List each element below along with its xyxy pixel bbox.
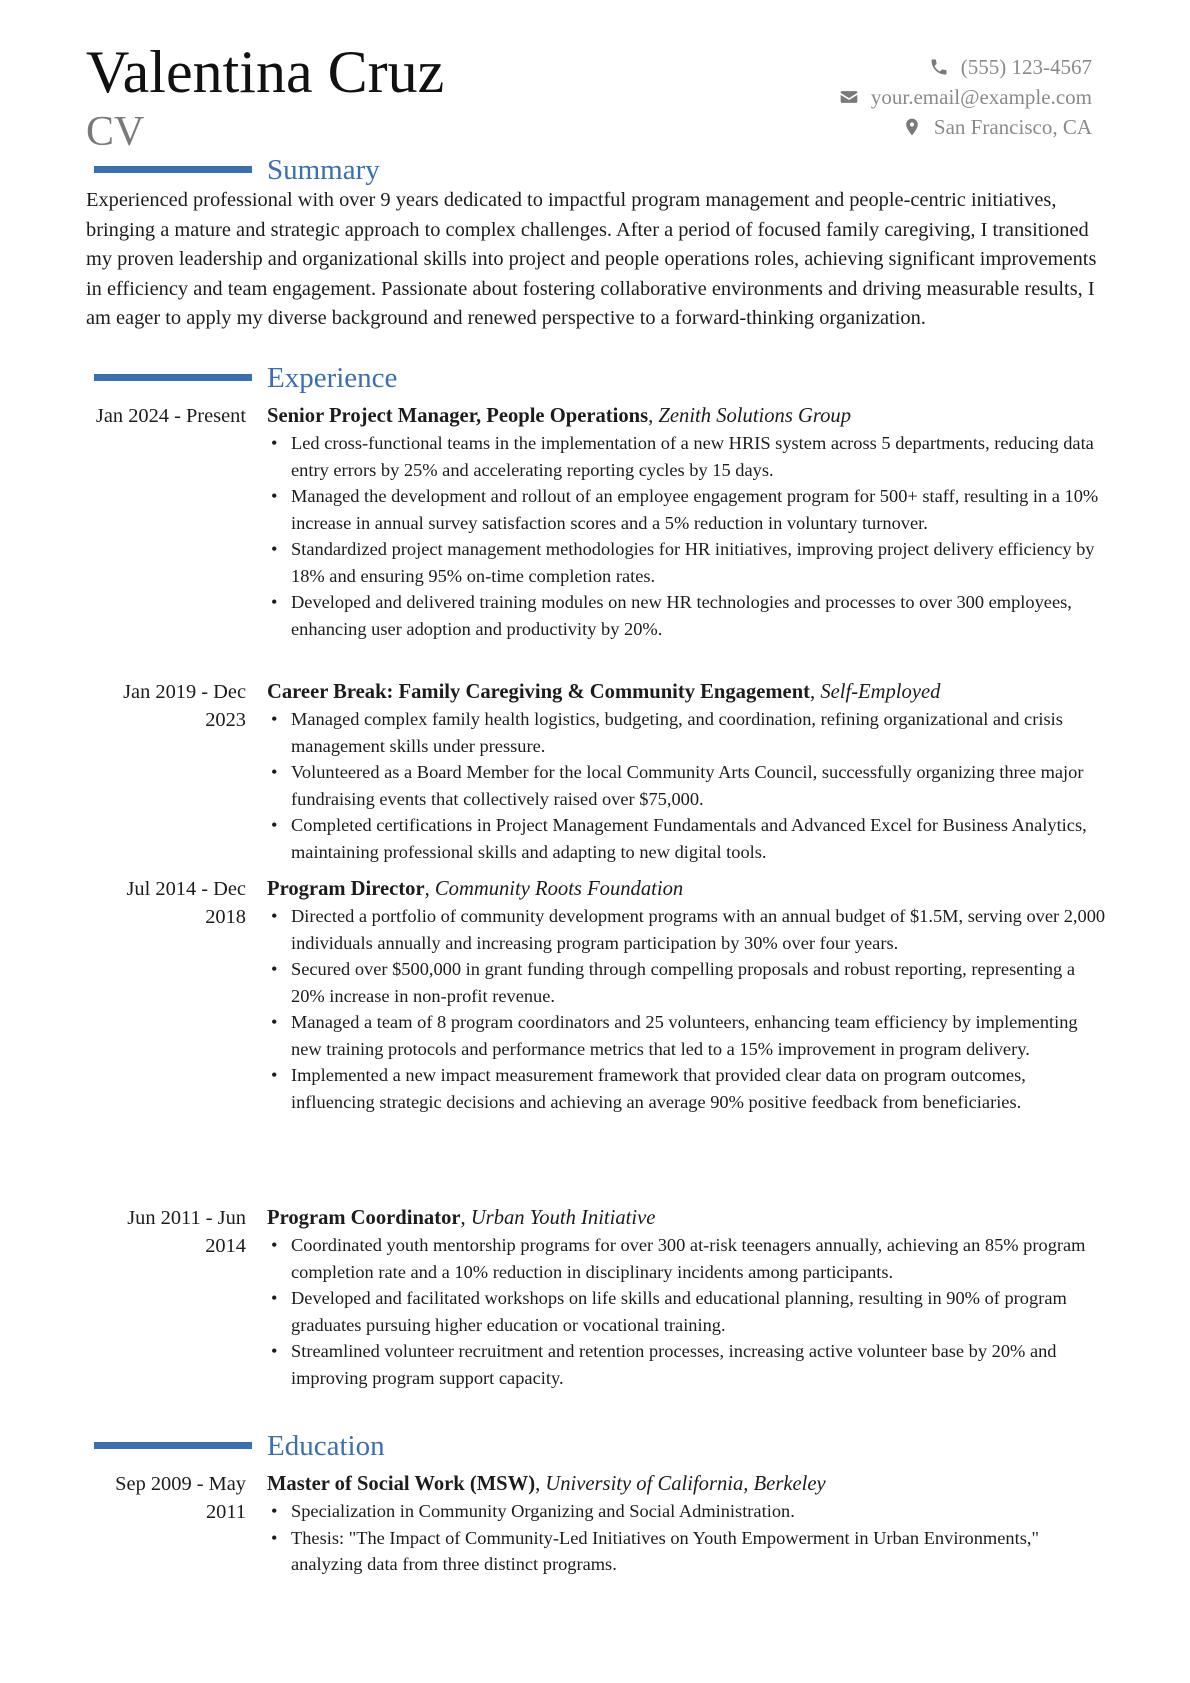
section-experience-heading [86, 358, 1096, 398]
bullet-item: • Standardized project management methodologies for HR initiatives, improving project delivery efficiency by 18% and ensuring 95% on-time completion rates. [267, 536, 1110, 589]
entry-organization: Urban Youth Initiative [470, 1207, 656, 1229]
entry-organization: Zenith Solutions Group [658, 405, 852, 427]
entry-institution: University of California, Berkeley [545, 1473, 826, 1495]
entry-date: Jul 2014 - Dec 2018 [126, 878, 246, 928]
entry-organization: Self-Employed [820, 681, 941, 703]
entry-degree: Master of Social Work (MSW) [267, 1473, 536, 1495]
entry-date: Jan 2024 - Present [95, 405, 246, 427]
entry-body [267, 1470, 1110, 1578]
entry-date: Sep 2009 - May 2011 [115, 1473, 246, 1523]
bullet-item: • Directed a portfolio of community development programs with an annual budget of $1.5M, serving over 2,000 individuals annually and increasing program participation by 30% over four years. [267, 903, 1110, 956]
entry-body [267, 402, 1110, 642]
summary-text: Experienced professional with over 9 years dedicated to impactful program management and people-centric initiatives, bringing a mature and strategic approach to complex challenges. After a period of focused family caregiving, I transitioned my proven leadership and organizational skills into project and people operations roles, achieving significant improvements in efficiency and team engagement. Passionate about fostering collaborative environments and driving measurable results, I am eager to apply my diverse background and renewed perspective to a forward-thinking organization. [86, 189, 1097, 329]
entry-role: Program Director [267, 878, 425, 900]
entry-bullets [267, 1232, 1110, 1391]
bullet-item: • Specialization in Community Organizing and Social Administration. [267, 1498, 1110, 1525]
section-title: Summary [267, 154, 380, 186]
contact-location [672, 112, 1092, 142]
envelope-icon [839, 87, 859, 107]
bullet-item: • Managed the development and rollout of an employee engagement program for 500+ staff, resulting in a 10% increase in annual survey satisfaction scores and a 5% reduction in voluntary turnover. [267, 483, 1110, 536]
bullet-item: • Developed and facilitated workshops on life skills and educational planning, resulting in 90% of program graduates pursuing higher education or vocational training. [267, 1285, 1110, 1338]
entry-date: Jun 2011 - Jun 2014 [127, 1207, 246, 1257]
section-summary-heading [86, 150, 1096, 190]
document-subtitle: CV [86, 109, 145, 155]
bullet-item: • Led cross-functional teams in the implementation of a new HRIS system across 5 departments, reducing data entry errors by 25% and accelerating reporting cycles by 15 days. [267, 430, 1110, 483]
section-accent-bar [94, 166, 252, 173]
entry-bullets [267, 706, 1110, 865]
bullet-item: • Managed a team of 8 program coordinators and 25 volunteers, enhancing team efficiency by implementing new training protocols and performance metrics that led to a 15% improvement in program delivery. [267, 1009, 1110, 1062]
bullet-item: • Developed and delivered training modules on new HR technologies and processes to over 300 employees, enhancing user adoption and productivity by 20%. [267, 589, 1110, 642]
entry-organization: Community Roots Foundation [434, 878, 684, 900]
bullet-item: • Streamlined volunteer recruitment and retention processes, increasing active volunteer base by 20% and improving program support capacity. [267, 1338, 1110, 1391]
entry-date: Jan 2019 - Dec 2023 [123, 681, 246, 731]
entry-heading: Master of Social Work (MSW), University of California, Berkeley [267, 1473, 826, 1495]
bullet-item: • Implemented a new impact measurement framework that provided clear data on program outcomes, influencing strategic decisions and achieving an average 90% positive feedback from beneficiaries. [267, 1062, 1110, 1115]
email-text[interactable]: your.email@example.com [870, 85, 1092, 109]
section-title: Experience [267, 362, 398, 394]
location-text: San Francisco, CA [933, 115, 1092, 139]
location-pin-icon [902, 117, 922, 137]
phone-icon [929, 57, 949, 77]
bullet-item: • Coordinated youth mentorship programs for over 300 at-risk teenagers annually, achieving an 85% program completion rate and a 10% reduction in disciplinary incidents among participants. [267, 1232, 1110, 1285]
contact-email [672, 82, 1092, 112]
section-accent-bar [94, 1442, 252, 1449]
entry-role: Senior Project Manager, People Operations [267, 405, 649, 427]
entry-body [267, 678, 1110, 865]
bullet-item: • Volunteered as a Board Member for the local Community Arts Council, successfully organizing three major fundraising events that collectively raised over $75,000. [267, 759, 1110, 812]
phone-text[interactable]: (555) 123-4567 [960, 55, 1092, 79]
entry-body [267, 1204, 1110, 1391]
entry-heading: Career Break: Family Caregiving & Community Engagement, Self-Employed [267, 681, 941, 703]
bullet-item: • Secured over $500,000 in grant funding through compelling proposals and robust reporting, representing a 20% increase in non-profit revenue. [267, 956, 1110, 1009]
entry-role: Program Coordinator [267, 1207, 461, 1229]
entry-bullets [267, 430, 1110, 642]
bullet-item: • Thesis: "The Impact of Community-Led Initiatives on Youth Empowerment in Urban Environments," analyzing data from three distinct programs. [267, 1525, 1110, 1578]
bullet-item: • Managed complex family health logistics, budgeting, and coordination, refining organizational and crisis management skills under pressure. [267, 706, 1110, 759]
entry-heading: Senior Project Manager, People Operations, Zenith Solutions Group [267, 405, 852, 427]
contact-phone [672, 52, 1092, 82]
contact-block [672, 52, 1092, 142]
bullet-item: • Completed certifications in Project Management Fundamentals and Advanced Excel for Business Analytics, maintaining professional skills and adapting to new digital tools. [267, 812, 1110, 865]
section-accent-bar [94, 374, 252, 381]
entry-heading: Program Coordinator, Urban Youth Initiative [267, 1207, 656, 1229]
section-education-heading [86, 1426, 1096, 1466]
entry-role: Career Break: Family Caregiving & Community Engagement [267, 681, 811, 703]
entry-heading: Program Director, Community Roots Foundation [267, 878, 684, 900]
candidate-name: Valentina Cruz [86, 39, 445, 105]
entry-bullets [267, 903, 1110, 1115]
entry-body [267, 875, 1110, 1115]
entry-bullets [267, 1498, 1110, 1578]
section-title: Education [267, 1430, 385, 1462]
